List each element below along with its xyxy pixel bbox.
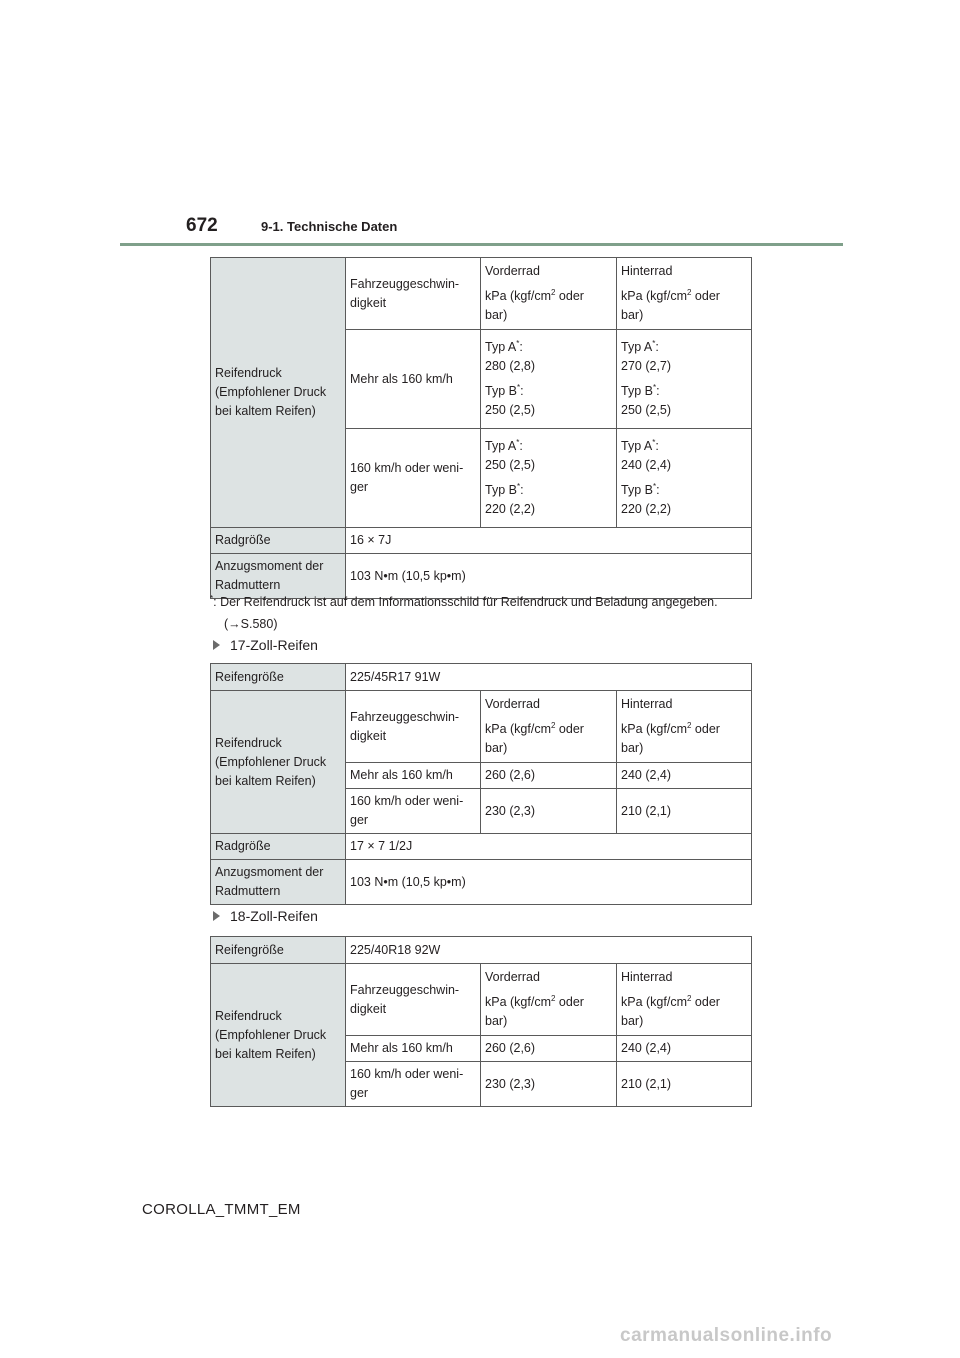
- heading-18-inch: 18-Zoll-Reifen: [213, 908, 318, 924]
- tire-size-value: 225/40R18 92W: [346, 937, 752, 964]
- front-wheel-header: Vorderrad kPa ($kgf/cm^2$ oder bar): [481, 258, 617, 330]
- high-rear-value: 240 (2,4): [617, 763, 752, 789]
- page-reference-link[interactable]: (→S.580): [224, 617, 278, 631]
- rear-wheel-header: Hinterrad kPa ($kgf/cm^2$ oder bar): [617, 258, 752, 330]
- document-code: COROLLA_TMMT_EM: [142, 1201, 301, 1218]
- page-number: 672: [186, 215, 218, 236]
- pressure-label: Reifendruck (Empfohlener Druck bei kaltem Reifen): [211, 964, 346, 1107]
- high-front-values: Typ A*: 280 (2,8) Typ B*: 250 (2,5): [481, 330, 617, 429]
- rim-size-value: 17 × 7 1/2J: [346, 834, 752, 860]
- tire-size-label: Reifengröße: [211, 664, 346, 691]
- tire-table-18: [210, 936, 752, 1107]
- speed-low-label: 160 km/h oder weni- ger: [346, 789, 481, 834]
- high-rear-values: Typ A*: 270 (2,7) Typ B*: 250 (2,5): [617, 330, 752, 429]
- tire-table-16: [210, 257, 752, 599]
- low-front-values: Typ A*: 250 (2,5) Typ B*: 220 (2,2): [481, 429, 617, 528]
- low-rear-values: Typ A*: 240 (2,4) Typ B*: 220 (2,2): [617, 429, 752, 528]
- speed-low-label: 160 km/h oder weni- ger: [346, 429, 481, 528]
- header-rule: [120, 243, 843, 246]
- low-front-value: 230 (2,3): [481, 789, 617, 834]
- low-front-value: 230 (2,3): [481, 1062, 617, 1107]
- heading-17-inch: 17-Zoll-Reifen: [213, 637, 318, 653]
- footnote: *: Der Reifendruck ist auf dem Informationsschild für Reifendruck und Beladung angegeben. (→S.580): [210, 591, 770, 635]
- triangle-bullet-icon: [213, 911, 220, 921]
- tire-size-value: 225/45R17 91W: [346, 664, 752, 691]
- low-rear-value: 210 (2,1): [617, 789, 752, 834]
- pressure-label: Reifendruck (Empfohlener Druck bei kaltem Reifen): [211, 258, 346, 528]
- torque-label: Anzugsmoment der Radmuttern: [211, 554, 346, 599]
- speed-high-label: Mehr als 160 km/h: [346, 763, 481, 789]
- watermark: carmanualsonline.info: [620, 1325, 833, 1346]
- speed-high-label: Mehr als 160 km/h: [346, 330, 481, 429]
- tire-size-label: Reifengröße: [211, 937, 346, 964]
- torque-label: Anzugsmoment der Radmuttern: [211, 860, 346, 905]
- pressure-label: Reifendruck (Empfohlener Druck bei kaltem Reifen): [211, 691, 346, 834]
- front-wheel-header: Vorderrad kPa ($kgf/cm^2$ oder bar): [481, 964, 617, 1036]
- triangle-bullet-icon: [213, 640, 220, 650]
- torque-value: 103 N•m (10,5 kp•m): [346, 860, 752, 905]
- low-rear-value: 210 (2,1): [617, 1062, 752, 1107]
- section-title: 9-1. Technische Daten: [261, 219, 398, 234]
- front-wheel-header: Vorderrad kPa ($kgf/cm^2$ oder bar): [481, 691, 617, 763]
- speed-low-label: 160 km/h oder weni- ger: [346, 1062, 481, 1107]
- tire-table-17: [210, 663, 752, 905]
- torque-value: 103 N•m (10,5 kp•m): [346, 554, 752, 599]
- rim-size-label: Radgröße: [211, 834, 346, 860]
- high-front-value: 260 (2,6): [481, 1036, 617, 1062]
- rear-wheel-header: Hinterrad kPa ($kgf/cm^2$ oder bar): [617, 691, 752, 763]
- rim-size-value: 16 × 7J: [346, 528, 752, 554]
- rim-size-label: Radgröße: [211, 528, 346, 554]
- speed-header: Fahrzeuggeschwin- digkeit: [346, 691, 481, 763]
- speed-header: Fahrzeuggeschwin- digkeit: [346, 964, 481, 1036]
- high-rear-value: 240 (2,4): [617, 1036, 752, 1062]
- speed-header: Fahrzeuggeschwin- digkeit: [346, 258, 481, 330]
- rear-wheel-header: Hinterrad kPa ($kgf/cm^2$ oder bar): [617, 964, 752, 1036]
- speed-high-label: Mehr als 160 km/h: [346, 1036, 481, 1062]
- high-front-value: 260 (2,6): [481, 763, 617, 789]
